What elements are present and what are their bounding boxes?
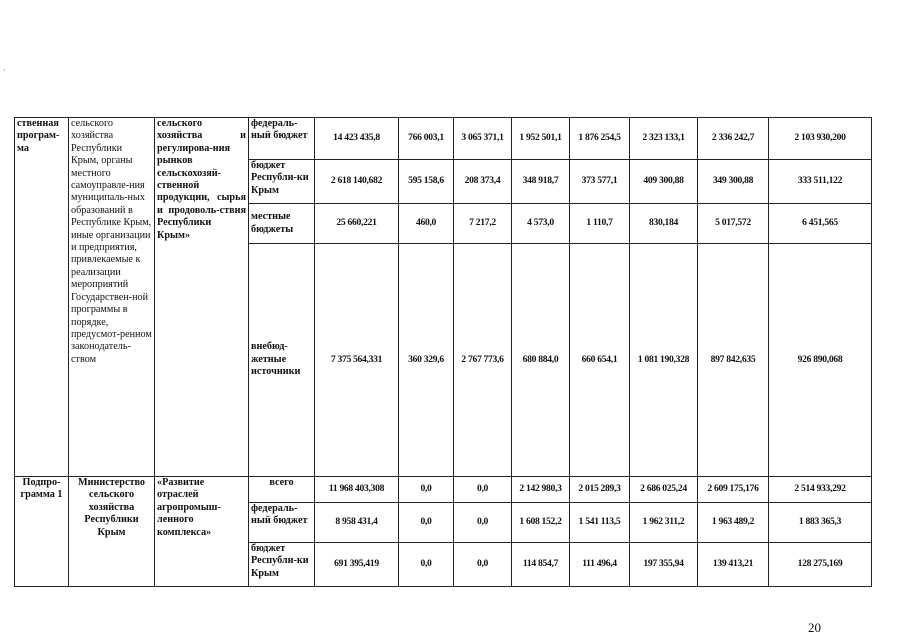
value-cell: 11 968 403,308 bbox=[315, 477, 399, 503]
value-cell: 128 275,169 bbox=[769, 543, 872, 587]
value-cell: 333 511,122 bbox=[769, 160, 872, 204]
value-cell: 1 876 254,5 bbox=[570, 118, 630, 160]
value-cell: 373 577,1 bbox=[570, 160, 630, 204]
value-cell: 8 958 431,4 bbox=[315, 503, 399, 543]
funding-source-cell: всего bbox=[249, 477, 315, 503]
value-cell: 14 423 435,8 bbox=[315, 118, 399, 160]
value-cell: 0,0 bbox=[399, 543, 454, 587]
executor-cell: Министерство сельского хозяйства Республики Крым bbox=[69, 477, 155, 587]
margin-mark: · bbox=[3, 66, 6, 75]
value-cell: 2 686 025,24 bbox=[630, 477, 698, 503]
value-cell: 2 514 933,292 bbox=[769, 477, 872, 503]
value-cell: 208 373,4 bbox=[454, 160, 512, 204]
value-cell: 897 842,635 bbox=[698, 244, 769, 477]
program-type-cell: ственная програм-ма bbox=[15, 118, 69, 477]
value-cell: 3 065 371,1 bbox=[454, 118, 512, 160]
value-cell: 2 015 289,3 bbox=[570, 477, 630, 503]
value-cell: 5 017,572 bbox=[698, 204, 769, 244]
value-cell: 2 609 175,176 bbox=[698, 477, 769, 503]
value-cell: 197 355,94 bbox=[630, 543, 698, 587]
value-cell: 830,184 bbox=[630, 204, 698, 244]
value-cell: 349 300,88 bbox=[698, 160, 769, 204]
value-cell: 2 142 980,3 bbox=[512, 477, 570, 503]
funding-source-cell: федераль-ный бюджет bbox=[249, 503, 315, 543]
value-cell: 360 329,6 bbox=[399, 244, 454, 477]
value-cell: 926 890,068 bbox=[769, 244, 872, 477]
value-cell: 2 618 140,682 bbox=[315, 160, 399, 204]
value-cell: 680 884,0 bbox=[512, 244, 570, 477]
value-cell: 2 336 242,7 bbox=[698, 118, 769, 160]
value-cell: 1 541 113,5 bbox=[570, 503, 630, 543]
value-cell: 7 375 564,331 bbox=[315, 244, 399, 477]
value-cell: 1 952 501,1 bbox=[512, 118, 570, 160]
value-cell: 1 081 190,328 bbox=[630, 244, 698, 477]
value-cell: 2 767 773,6 bbox=[454, 244, 512, 477]
value-cell: 0,0 bbox=[399, 503, 454, 543]
funding-source-cell: местные бюджеты bbox=[249, 204, 315, 244]
value-cell: 111 496,4 bbox=[570, 543, 630, 587]
value-cell: 660 654,1 bbox=[570, 244, 630, 477]
program-name-cell: сельского хозяйства и регулирова-ния рынков сельскохозяй-ственной продукции, сырья и продоволь-ствия Республики Крым» bbox=[155, 118, 249, 477]
value-cell: 25 660,221 bbox=[315, 204, 399, 244]
value-cell: 0,0 bbox=[399, 477, 454, 503]
table-row bbox=[15, 118, 872, 160]
value-cell: 460,0 bbox=[399, 204, 454, 244]
value-cell: 0,0 bbox=[454, 503, 512, 543]
funding-source-cell: бюджет Республи-ки Крым bbox=[249, 160, 315, 204]
value-cell: 1 962 311,2 bbox=[630, 503, 698, 543]
value-cell: 2 323 133,1 bbox=[630, 118, 698, 160]
value-cell: 1 963 489,2 bbox=[698, 503, 769, 543]
funding-source-cell: бюджет Республи-ки Крым bbox=[249, 543, 315, 587]
subprogram-cell: Подпро-грамма 1 bbox=[15, 477, 69, 587]
funding-source-cell: внебюд-жетные источники bbox=[249, 244, 315, 477]
value-cell: 1 110,7 bbox=[570, 204, 630, 244]
table-row bbox=[15, 477, 872, 503]
page-number: 20 bbox=[808, 620, 821, 635]
value-cell: 2 103 930,200 bbox=[769, 118, 872, 160]
value-cell: 4 573,0 bbox=[512, 204, 570, 244]
value-cell: 7 217,2 bbox=[454, 204, 512, 244]
value-cell: 691 395,419 bbox=[315, 543, 399, 587]
funding-source-cell: федераль-ный бюджет bbox=[249, 118, 315, 160]
value-cell: 6 451,565 bbox=[769, 204, 872, 244]
value-cell: 1 883 365,3 bbox=[769, 503, 872, 543]
executor-cell: сельского хозяйства Республики Крым, органы местного самоуправле-ния муниципаль-ных образований в Республике Крым, иные организации и предприятия, привлекаемые к реализации мероприятий Государствен-ной программы в порядке, предусмот-ренном законодатель-ством bbox=[69, 118, 155, 477]
value-cell: 114 854,7 bbox=[512, 543, 570, 587]
value-cell: 139 413,21 bbox=[698, 543, 769, 587]
value-cell: 0,0 bbox=[454, 543, 512, 587]
value-cell: 1 608 152,2 bbox=[512, 503, 570, 543]
value-cell: 595 158,6 bbox=[399, 160, 454, 204]
subprogram-name-cell: «Развитие отраслей агропромыш-ленного комплекса» bbox=[155, 477, 249, 587]
value-cell: 409 300,88 bbox=[630, 160, 698, 204]
budget-table bbox=[14, 117, 872, 587]
value-cell: 348 918,7 bbox=[512, 160, 570, 204]
value-cell: 0,0 bbox=[454, 477, 512, 503]
value-cell: 766 003,1 bbox=[399, 118, 454, 160]
